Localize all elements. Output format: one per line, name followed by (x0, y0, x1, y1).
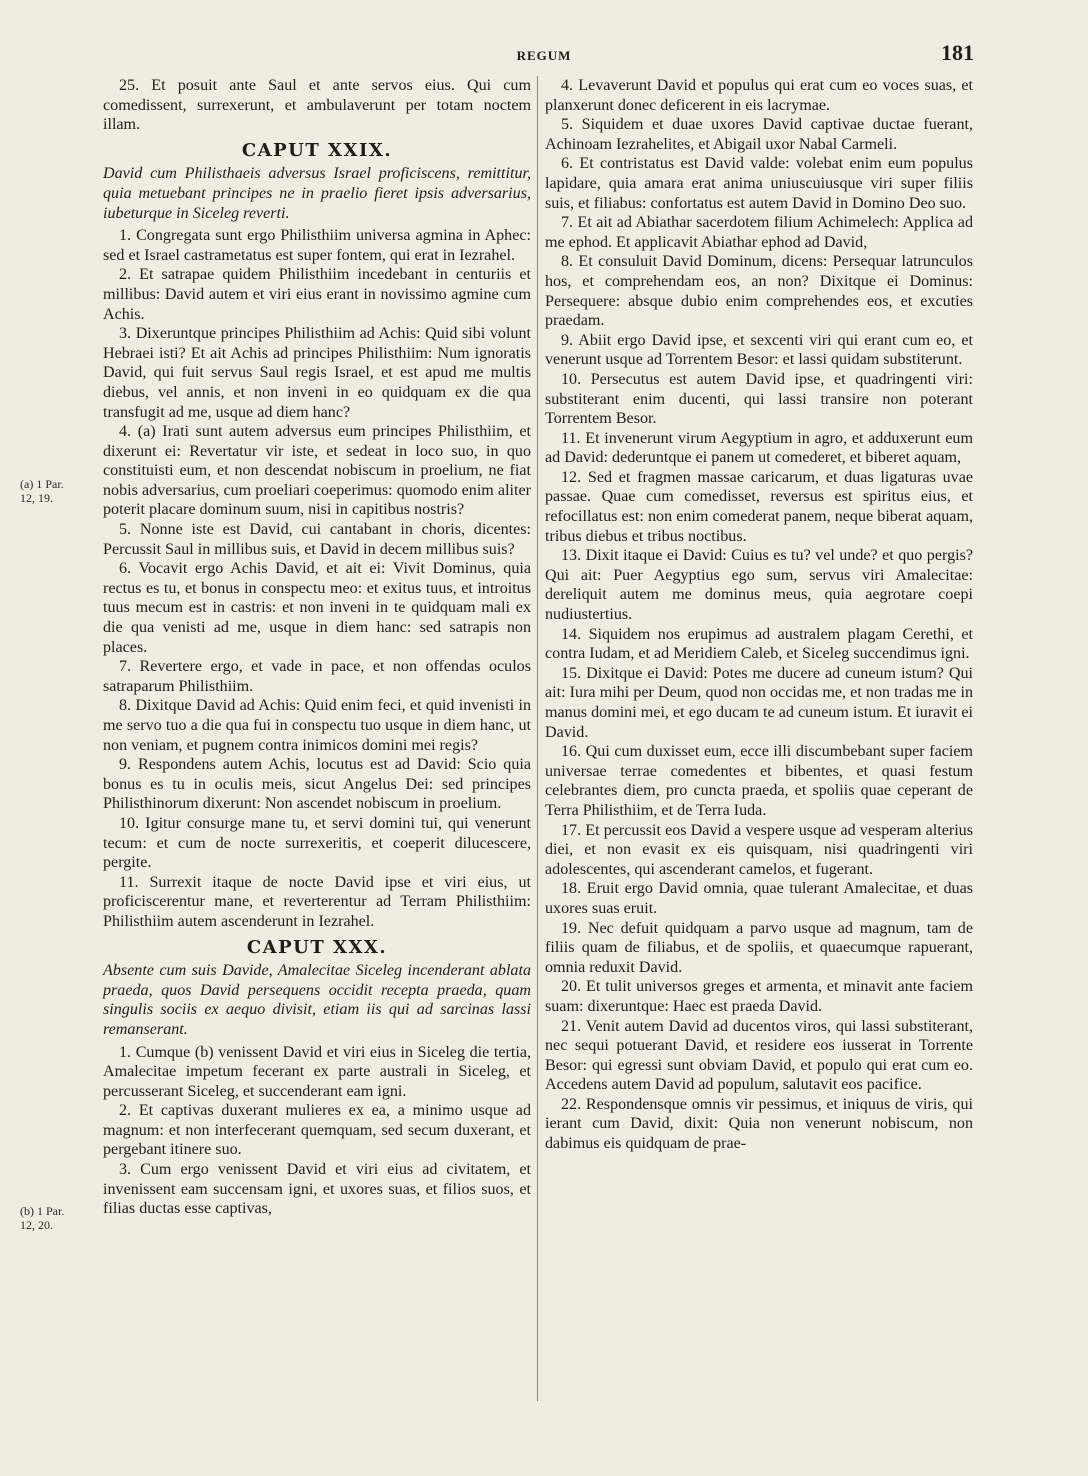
verse-30-13: 13. Dixit itaque ei David: Cuius es tu? vel unde? et quo pergis? Qui ait: Puer Aegyptius ego sum, servus viri Amalecitae: dereliquit autem me dominus meus, quia aegrotare coepi nudiustertius. (545, 547, 973, 624)
verse-30-11: 11. Et invenerunt virum Aegyptium in agro, et adduxerunt eum ad David: dederuntque ei panem ut comederet, et biberet aquam, (545, 429, 973, 467)
verse-30-20: 20. Et tulit universos greges et armenta, et minavit ante faciem suam: dixeruntque: Haec est praeda David. (545, 978, 973, 1015)
chapter-29-summary: David cum Philisthaeis adversus Israel proficiscens, remittitur, quia metuebant principes ne in praelio fieret ipsis adversarius, iubeturque in Siceleg reverti. (103, 165, 531, 222)
verse-29-8: 8. Dixitque David ad Achis: Quid enim feci, et quid invenisti in me servo tuo a die qua fui in conspectu tuo usque in diem hanc, ut non veniam, et pugnem contra inimicos domini mei regis? (103, 697, 531, 754)
page-number: 181 (941, 40, 974, 65)
chapter-30-summary: Absente cum suis Davide, Amalecitae Siceleg incenderant ablata praeda, quos David persequens occidit recepta praeda, quam singulis sociis ex aequo divisit, etiam iis qui ad sarcinas lassi remanserant. (103, 962, 531, 1038)
verse-29-1: 1. Congregata sunt ergo Philisthiim universa agmina in Aphec: sed et Israel castrametatus est super fontem, qui erat in Iezrahel. (103, 227, 531, 264)
verse-29-7: 7. Revertere ergo, et vade in pace, et non offendas oculos satraparum Philisthiim. (103, 658, 531, 695)
verse-29-10: 10. Igitur consurge mane tu, et servi domini tui, qui venerunt tecum: et cum de nocte surrexeritis, et coeperit dilucescere, pergite. (103, 814, 531, 872)
verse-30-8: 8. Et consuluit David Dominum, dicens: Persequar latrunculos hos, et comprehendam eos, an non? Dixitque ei Dominus: Persequere: absque dubio enim comprehendes eos, et excuties praedam. (545, 253, 973, 330)
right-column (545, 76, 973, 1154)
verse-30-4: 4. Levaverunt David et populus qui erat cum eo voces suas, et planxerunt donec deficerent in eis lacrymae. (545, 77, 973, 114)
left-column (103, 76, 531, 1219)
margin-note-a (20, 477, 98, 505)
verse-30-14: 14. Siquidem nos erupimus ad australem plagam Cerethi, et contra Iudam, et ad Meridiem Caleb, et Siceleg succendimus igni. (545, 625, 973, 663)
margin-note-b-ref: (b) 1 Par. (20, 1204, 65, 1218)
margin-note-b (20, 1204, 98, 1232)
verse-30-7: 7. Et ait ad Abiathar sacerdotem filium Achimelech: Applica ad me ephod. Et applicavit Abiathar ephod ad David, (545, 214, 973, 251)
verse-30-6: 6. Et contristatus est David valde: volebat enim eum populus lapidare, quia amara erat anima uniuscuiusque viri super filiis suis, et filiabus: confortatus est autem David in Domino Deo suo. (545, 155, 973, 212)
margin-note-b-verse: 12, 20. (20, 1218, 53, 1232)
verse-30-17: 17. Et percussit eos David a vespere usque ad vesperam alterius diei, et non evasit ex eis quisquam, nisi quadringenti viri adolescentes, qui ascenderant camelos, et fugerant. (545, 821, 973, 878)
chapter-30-title: CAPUT XXX. (246, 936, 388, 958)
verse-30-1: 1. Cumque (b) venissent David et viri eius in Siceleg die tertia, Amalecitae impetum fecerant ex parte australi in Siceleg, et percusserant Siceleg, et succenderant eam igni. (103, 1043, 531, 1100)
verse-29-6: 6. Vocavit ergo Achis David, et ait ei: Vivit Dominus, quia rectus es tu, et bonus in conspectu meo: et exitus tuus, et introitus tuus mecum est in castris: et non inveni in te quidquam mali ex die qua venisti ad me, usque in diem hanc: sed satrapis non places. (103, 560, 531, 656)
verse-29-3: 3. Dixeruntque principes Philisthiim ad Achis: Quid sibi volunt Hebraei isti? Et ait Achis ad principes Philisthiim: Num ignoratis David, qui fuit servus Saul regis Israel, et est apud me multis diebus, vel annis, et non inveni in eo quidquam ex die qua transfugit ad me, usque ad diem hanc? (103, 325, 531, 421)
verse-30-16: 16. Qui cum duxisset eum, ecce illi discumbebant super faciem universae terrae comedentes et bibentes, et quasi festum celebrantes diem, pro cuncta praeda, et spoliis quae ceperant de Terra Philisthiim, et de Terra Iuda. (545, 743, 973, 819)
verse-30-15: 15. Dixitque ei David: Potes me ducere ad cuneum istum? Qui ait: Iura mihi per Deum, quod non occidas me, et non tradas me in manus domini mei, et ego ducam te ad cuneum istum. Et iuravit ei David. (545, 664, 973, 741)
verse-30-12: 12. Sed et fragmen massae caricarum, et duas ligaturas uvae passae. Quae cum comedisset, reversus est spiritus eius, et refocillatus est: non enim comederat panem, neque biberat aquam, tribus diebus et tribus noctibus. (545, 468, 973, 545)
verse-30-3: 3. Cum ergo venissent David et viri eius ad civitatem, et invenissent eam succensam igni, et uxores suas, et filios suos, et filias ductas esse captivas, (103, 1161, 531, 1218)
margin-note-a-ref: (a) 1 Par. (20, 477, 64, 491)
column-divider (537, 76, 538, 1401)
verse-30-19: 19. Nec defuit quidquam a parvo usque ad magnum, tam de filiis quam de filiabus, et de spoliis, et quaecumque rapuerant, omnia reduxit David. (545, 919, 973, 976)
verse-29-9: 9. Respondens autem Achis, locutus est ad David: Scio quia bonus es tu in oculis meis, sicut Angelus Dei: sed principes Philisthinorum dixerunt: Non ascendet nobiscum in proelium. (103, 756, 531, 813)
verse-28-25: 25. Et posuit ante Saul et ante servos eius. Qui cum comedissent, surrexerunt, et ambulaverunt per totam noctem illam. (103, 77, 531, 134)
chapter-29-title: CAPUT XXIX. (241, 139, 393, 161)
running-header: REGUM (516, 48, 572, 63)
verse-30-9: 9. Abiit ergo David ipse, et sexcenti viri qui erant cum eo, et venerunt usque ad Torrentem Besor: et lassi quidam substiterunt. (545, 331, 973, 369)
verse-29-11: 11. Surrexit itaque de nocte David ipse et viri eius, ut proficiscerentur mane, et reverterentur ad Terram Philisthiim: Philisthiim autem ascenderunt in Iezrahel. (103, 873, 531, 930)
margin-note-a-verse: 12, 19. (20, 491, 53, 505)
verse-29-4: 4. (a) Irati sunt autem adversus eum principes Philisthiim, et dixerunt ei: Revertatur vir iste, et sedeat in loco suo, in quo constituisti eum, et non descendat nobiscum in proelium, ne fiat nobis adversarius, cum proeliari coeperimus: quomodo enim aliter poterit placare dominum suum, nisi in capitibus nostris? (103, 423, 531, 519)
verse-29-5: 5. Nonne iste est David, cui cantabant in choris, dicentes: Percussit Saul in millibus suis, et David in decem millibus suis? (103, 521, 531, 558)
verse-30-2: 2. Et captivas duxerant mulieres ex ea, a minimo usque ad magnum: et non interfecerant quemquam, sed secum duxerant, et pergebant itinere suo. (103, 1102, 531, 1159)
verse-29-2: 2. Et satrapae quidem Philisthiim incedebant in centuriis et millibus: David autem et viri eius erant in novissimo agmine cum Achis. (103, 266, 531, 323)
verse-30-22: 22. Respondensque omnis vir pessimus, et iniquus de viris, qui ierant cum David, dixit: Quia non venerunt nobiscum, non dabimus eis quidquam de prae- (545, 1095, 973, 1153)
verse-30-10: 10. Persecutus est autem David ipse, et quadringenti viri: substiterant enim ducenti, qui lassi transire non poterant Torrentem Besor. (545, 370, 973, 428)
verse-30-21: 21. Venit autem David ad ducentos viros, qui lassi substiterant, nec sequi potuerant David, et residere eos iusserat in Torrente Besor: qui egressi sunt obviam David, et populo qui erat cum eo. Accedens autem David ad populum, salutavit eos pacifice. (545, 1017, 973, 1094)
verse-30-5: 5. Siquidem et duae uxores David captivae ductae fuerant, Achinoam Iezrahelites, et Abigail uxor Nabal Carmeli. (545, 116, 973, 153)
verse-30-18: 18. Eruit ergo David omnia, quae tulerant Amalecitae, et duas uxores suas eruit. (545, 880, 973, 917)
